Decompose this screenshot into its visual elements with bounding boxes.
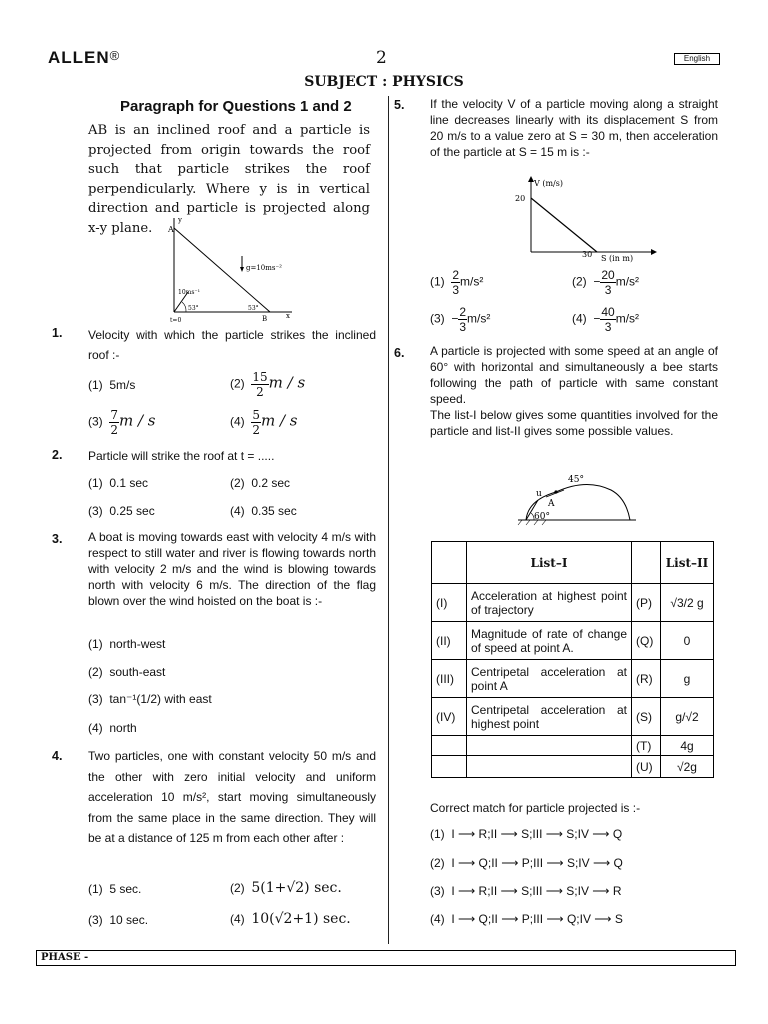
option-4[interactable]: (4) north bbox=[88, 721, 137, 735]
option-1[interactable]: (1) 0.1 sec bbox=[88, 476, 149, 490]
projectile-figure bbox=[516, 470, 640, 526]
question-text: Particle will strike the roof at t = ..... bbox=[88, 449, 275, 463]
graph-ylabel: V (m/s) bbox=[534, 179, 563, 188]
graph-x-value: 30 bbox=[582, 250, 593, 259]
table-row: (IV) Centripetal acceleration at highest point (S) g/√2 bbox=[432, 698, 714, 736]
question-text: If the velocity V of a particle moving along a straight line decreases linearly with its displacement S from 20 m/s to a value zero at S = 30 m, then acceleration of the particle at S = 15 m is :- bbox=[430, 97, 718, 159]
paragraph-text: AB is an inclined roof and a particle is projected from origin towards the roof such that particle strikes the roof perpendicularly. Where y is in vertical direction and particle is projected along x-y plane. bbox=[88, 123, 370, 236]
option-2[interactable]: (2) $\frac{15}{2}$ m / s bbox=[230, 370, 306, 399]
option-3[interactable]: (3) − $\frac{2}{3}$ m/s² bbox=[430, 305, 491, 334]
column-divider bbox=[388, 96, 389, 944]
question-number: 5. bbox=[394, 98, 405, 112]
question-text: Velocity with which the particle strikes the inclined roof :- bbox=[88, 328, 376, 362]
graph-xlabel: S (in m) bbox=[601, 254, 634, 263]
label-t0: t=0 bbox=[170, 317, 182, 324]
option-2[interactable]: (2) 5(1+√2) sec. bbox=[230, 880, 342, 896]
table-row: (U) √2g bbox=[432, 756, 714, 778]
option-4[interactable]: (4) $\frac{5}{2}$ m / s bbox=[230, 408, 298, 437]
label-velocity: 10ms⁻¹ bbox=[178, 289, 200, 296]
label-angle-top: 45° bbox=[568, 475, 584, 485]
label-b: B bbox=[262, 315, 268, 323]
question-number: 6. bbox=[394, 346, 405, 360]
label-gravity: g=10ms⁻² bbox=[246, 264, 282, 272]
option-2[interactable]: (2) I ⟶ Q;II ⟶ P;III ⟶ S;IV ⟶ Q bbox=[430, 856, 623, 870]
option-4[interactable]: (4) 10(√2+1) sec. bbox=[230, 911, 351, 927]
question-text: A boat is moving towards east with velocity 4 m/s with respect to still water and river is flowing towards north with velocity 2 m/s and the wind is blowing towards north with velocity 6 m/s. The direction of the flag blown over the wind hoisted on the boat is :- bbox=[88, 530, 376, 608]
list-match-table bbox=[431, 541, 714, 778]
option-3[interactable]: (3) I ⟶ R;II ⟶ S;III ⟶ S;IV ⟶ R bbox=[430, 884, 622, 898]
option-1[interactable]: (1) 5m/s bbox=[88, 378, 136, 392]
option-1[interactable]: (1) north-west bbox=[88, 637, 166, 651]
label-y: y bbox=[178, 216, 182, 224]
option-1[interactable]: (1) 5 sec. bbox=[88, 882, 142, 896]
option-3[interactable]: (3) 10 sec. bbox=[88, 913, 149, 927]
option-2[interactable]: (2) − $\frac{20}{3}$ m/s² bbox=[572, 268, 640, 297]
velocity-displacement-graph bbox=[505, 174, 665, 264]
label-angle-left: 53° bbox=[188, 305, 199, 312]
question-text: A particle is projected with some speed at an angle of 60° with horizontal and simultaneously a bee starts following the path of particle with same constant speed. bbox=[430, 344, 718, 406]
option-4[interactable]: (4) − $\frac{40}{3}$ m/s² bbox=[572, 305, 640, 334]
label-angle-right: 53° bbox=[248, 305, 259, 312]
table-row: (III) Centripetal acceleration at point A (R) g bbox=[432, 660, 714, 698]
option-3[interactable]: (3) tan⁻¹(1/2) with east bbox=[88, 692, 212, 706]
graph-y-value: 20 bbox=[515, 194, 526, 203]
table-row: (I) Acceleration at highest point of trajectory (P) √3/2 g bbox=[432, 584, 714, 622]
table-row: (T) 4g bbox=[432, 736, 714, 756]
label-x: x bbox=[286, 312, 290, 320]
label-u: u bbox=[536, 489, 542, 499]
subject-title: SUBJECT : PHYSICS bbox=[304, 74, 464, 90]
label-a: A bbox=[168, 225, 174, 234]
option-1[interactable]: (1) $\frac{2}{3}$ m/s² bbox=[430, 268, 484, 297]
paragraph-title: Paragraph for Questions 1 and 2 bbox=[120, 98, 352, 115]
option-2[interactable]: (2) 0.2 sec bbox=[230, 476, 291, 490]
question-number: 3. bbox=[52, 532, 63, 546]
list1-header: List–I bbox=[467, 542, 632, 584]
question-number: 1. bbox=[52, 326, 63, 340]
option-2[interactable]: (2) south-east bbox=[88, 665, 166, 679]
option-3[interactable]: (3) 0.25 sec bbox=[88, 504, 155, 518]
option-3[interactable]: (3) $\frac{7}{2}$ m / s bbox=[88, 408, 156, 437]
list2-header: List–II bbox=[661, 542, 714, 584]
option-4[interactable]: (4) I ⟶ Q;II ⟶ P;III ⟶ Q;IV ⟶ S bbox=[430, 912, 623, 926]
question-text-2: The list-I below gives some quantities involved for the particle and list-II gives some possible values. bbox=[430, 408, 718, 438]
option-4[interactable]: (4) 0.35 sec bbox=[230, 504, 297, 518]
allen-logo: ALLEN® bbox=[48, 48, 121, 67]
option-1[interactable]: (1) I ⟶ R;II ⟶ S;III ⟶ S;IV ⟶ Q bbox=[430, 827, 623, 841]
question-number: 2. bbox=[52, 448, 63, 462]
language-badge[interactable]: English bbox=[674, 53, 720, 65]
question-number: 4. bbox=[52, 749, 63, 763]
label-angle-base: 60° bbox=[534, 512, 550, 522]
table-row: (II) Magnitude of rate of change of speed at point A. (Q) 0 bbox=[432, 622, 714, 660]
question-text: Two particles, one with constant velocity 50 m/s and the other with zero initial velocity and uniform acceleration 10 m/s², start moving simultaneously from the same place in the same direction. They will be at a distance of 125 m from each other after : bbox=[88, 749, 376, 845]
question-prompt: Correct match for particle projected is :- bbox=[430, 801, 641, 815]
label-a: A bbox=[548, 499, 555, 509]
phase-footer: PHASE - bbox=[36, 950, 736, 966]
inclined-roof-figure bbox=[164, 212, 296, 324]
page-number: 2 bbox=[376, 48, 387, 68]
